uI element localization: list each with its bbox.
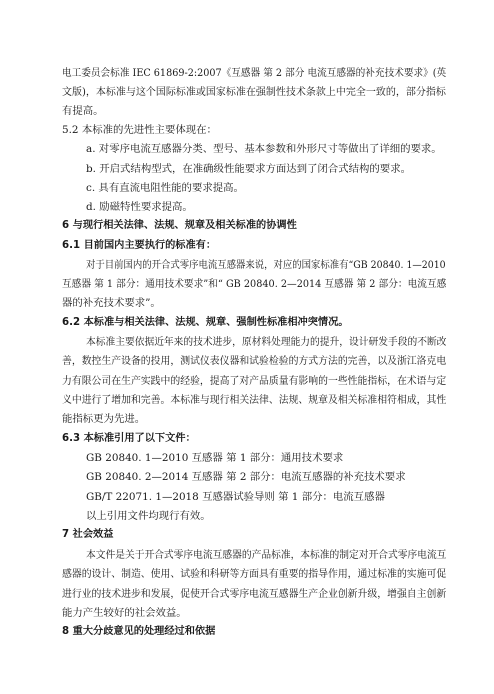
section-heading: 5.2 本标准的先进性主要体现在： <box>62 124 217 136</box>
text-line: 互感器 第 1 部分：通用技术要求”和“ GB 20840. 2—2014 互感器 第 2 部分：电流互感 <box>62 278 447 290</box>
section-heading: 7 社会效益 <box>62 529 114 540</box>
reference-item: GB 20840. 1—2010 互感器 第 1 部分：通用技术要求 <box>86 452 344 464</box>
section-heading: 6 与现行相关法律、法规、规章及相关标准的协调性 <box>62 220 297 231</box>
text-line: 能力产生较好的社会效益。 <box>62 607 187 619</box>
text-line: 对于目前国内的开合式零序电流互感器来说，对应的国家标准有“GB 20840. 1—2010 <box>86 259 446 271</box>
text-line: 本文件是关于开合式零序电流互感器的产品标准，本标准的制定对开合式零序电流互 <box>86 549 447 561</box>
text-line: 能指标更为先进。 <box>62 413 146 425</box>
text-line: 本标准主要依据近年来的技术进步，原材料处理能力的提升，设计研发手段的不断改 <box>86 336 447 348</box>
list-item: a. 对零序电流互感器分类、型号、基本参数和外形尺寸等做出了详细的要求。 <box>86 143 442 155</box>
text-line: 文版)，本标准与这个国际标准或国家标准在强制性技术条款上中完全一致的，部分指标 <box>62 86 446 98</box>
list-item: c. 具有直流电阻性能的要求提高。 <box>86 182 244 194</box>
text-line: 力有限公司在生产实践中的经验，提高了对产品质量有影响的一些性能指标，在术语与定 <box>62 375 447 387</box>
section-heading: 6.1 目前国内主要执行的标准有： <box>62 240 217 251</box>
text-line: 义中进行了增加和完善。本标准与现行相关法律、法规、规章及相关标准相符相成，其性 <box>62 394 447 406</box>
list-item: d. 励磁特性要求提高。 <box>86 201 193 213</box>
text-line: 器的补充技术要求”。 <box>62 297 161 309</box>
reference-item: GB/T 22071. 1—2018 互感器试验导则 第 1 部分：电流互感器 <box>86 491 385 503</box>
section-heading: 6.3 本标准引用了以下文件： <box>62 433 196 444</box>
text-line: 以上引用文件均现行有效。 <box>86 510 211 522</box>
section-heading: 6.2 本标准与相关法律、法规、规章、强制性标准相冲突情况。 <box>62 317 349 328</box>
text-line: 进行业的技术进步和发展，促使开合式零序电流互感器生产企业创新升级，增强自主创新 <box>62 588 447 600</box>
text-line: 感器的设计、制造、使用、试验和科研等方面具有重要的指导作用，通过标准的实施可促 <box>62 568 447 580</box>
text-line: 善，数控生产设备的投用，测试仪表仪器和试验检验的方式方法的完善，以及浙江洛克电 <box>62 355 447 367</box>
text-line: 有提高。 <box>62 105 104 117</box>
section-heading: 8 重大分歧意见的处理经过和依据 <box>62 626 216 637</box>
reference-item: GB 20840. 2—2014 互感器 第 2 部分：电流互感器的补充技术要求 <box>86 471 406 483</box>
text-line: 电工委员会标准 IEC 61869-2:2007《互感器 第 2 部分 电流互感器的补充技术要求》(英 <box>62 67 447 79</box>
list-item: b. 开启式结构型式，在准确级性能要求方面达到了闭合式结构的要求。 <box>86 163 411 175</box>
